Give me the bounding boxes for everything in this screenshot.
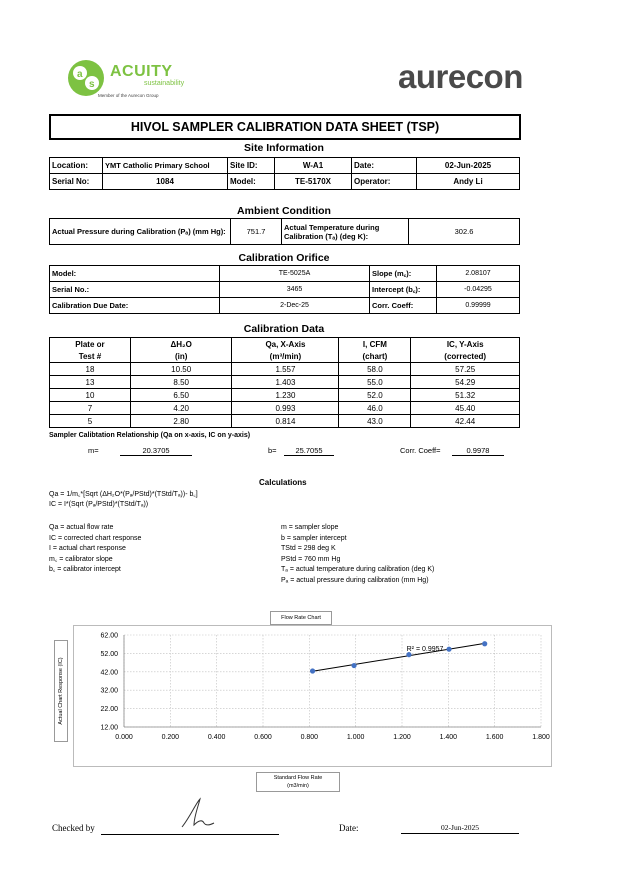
intercept-value: -0.04295: [437, 282, 520, 298]
b-label: b=: [268, 446, 277, 455]
cal-row-cell: 58.0: [339, 363, 411, 376]
location-value: YMT Catholic Primary School: [103, 158, 228, 174]
y-tick-label: 22.00: [100, 706, 118, 714]
temperature-value: 302.6: [409, 219, 520, 245]
y-tick-label: 12.00: [100, 724, 118, 732]
cal-row-cell: 52.0: [339, 389, 411, 402]
cal-header-top-cell: ΔH₂O: [130, 338, 232, 351]
cal-row-cell: 45.40: [411, 402, 520, 415]
cal-row-cell: 1.230: [232, 389, 339, 402]
cal-header-bottom-cell: (in): [130, 350, 232, 363]
ambient-heading: Ambient Condition: [237, 205, 331, 217]
cal-row-cell: 10.50: [130, 363, 232, 376]
cal-header-bottom-cell: (chart): [339, 350, 411, 363]
data-point: [351, 663, 356, 668]
checked-by-line: [101, 834, 279, 835]
cal-data-heading: Calibration Data: [243, 323, 325, 335]
intercept-label: Intercept (b꜀):: [370, 282, 437, 298]
cal-row-cell: 0.814: [232, 415, 339, 428]
def-mc: m꜀ = calibrator slope: [49, 555, 113, 563]
x-tick-label: 1.000: [346, 734, 365, 741]
date-value: 02-Jun-2025: [417, 158, 520, 174]
acuity-name: ACUITY: [110, 63, 173, 80]
x-tick-label: 0.200: [161, 734, 180, 741]
pressure-label: Actual Pressure during Calibration (Pₐ) (mm Hg):: [50, 219, 231, 245]
x-axis-label: Standard Flow Rate (m3/min): [273, 775, 323, 789]
cal-row-cell: 2.80: [130, 415, 232, 428]
page-title: HIVOL SAMPLER CALIBRATION DATA SHEET (TSP): [49, 114, 521, 140]
x-tick-label: 1.800: [532, 734, 550, 741]
cal-row-cell: 6.50: [130, 389, 232, 402]
orifice-heading: Calibration Orifice: [238, 252, 330, 264]
cal-header-top-cell: I, CFM: [339, 338, 411, 351]
corr-coeff-label: Corr. Coeff:: [370, 298, 437, 314]
checked-by-label: Checked by: [52, 823, 95, 833]
chart-title: Flow Rate Chart: [270, 611, 332, 625]
cal-row-cell: 7: [50, 402, 131, 415]
x-tick-label: 0.000: [115, 734, 133, 741]
cal-row-cell: 5: [50, 415, 131, 428]
def-qa: Qa = actual flow rate: [49, 524, 114, 531]
data-point: [482, 641, 487, 646]
cal-row-cell: 57.25: [411, 363, 520, 376]
y-tick-label: 32.00: [100, 687, 118, 695]
cal-row-cell: 46.0: [339, 402, 411, 415]
cal-row-cell: 42.44: [411, 415, 520, 428]
def-tstd: TStd = 298 deg K: [281, 545, 336, 552]
cal-row-cell: 13: [50, 376, 131, 389]
x-tick-label: 0.600: [254, 734, 272, 741]
due-date-label: Calibration Due Date:: [50, 298, 220, 314]
operator-label: Operator:: [352, 174, 417, 190]
formula-qa: Qa = 1/m꜀*[Sqrt (ΔH₂O*(Pₐ/PStd)*(TStd/Tₐ))- b꜀]: [49, 491, 198, 498]
def-i: I = actual chart response: [49, 545, 126, 552]
y-tick-label: 42.00: [100, 669, 118, 677]
cal-row-cell: 43.0: [339, 415, 411, 428]
temperature-label: Actual Temperature during Calibration (Tₐ) (deg K):: [282, 219, 409, 245]
cal-header-top-cell: Qa, X-Axis: [232, 338, 339, 351]
aurecon-logo: aurecon: [398, 58, 523, 95]
due-date-value: 2-Dec-25: [220, 298, 370, 314]
cal-header-top-cell: Plate or: [75, 339, 105, 349]
x-tick-label: 1.600: [485, 734, 504, 741]
cal-header-bottom-cell: Test #: [50, 350, 131, 363]
operator-value: Andy Li: [417, 174, 520, 190]
cal-row-cell: 1.403: [232, 376, 339, 389]
def-m: m = sampler slope: [281, 524, 339, 531]
acuity-member: Member of the Aurecon Group: [98, 93, 159, 98]
cal-row-cell: 1.557: [232, 363, 339, 376]
serial-label: Serial No:: [50, 174, 103, 190]
cal-row-cell: 18: [85, 364, 95, 374]
r-squared-annotation: R² = 0.9957: [406, 646, 444, 654]
cal-row-cell: 4.20: [130, 402, 232, 415]
model-value: TE-5170X: [275, 174, 352, 190]
x-tick-label: 0.800: [300, 734, 319, 741]
orifice-serial-value: 3465: [220, 282, 370, 298]
pressure-value: 751.7: [231, 219, 282, 245]
serial-value: 1084: [103, 174, 228, 190]
m-value: 20.3705: [120, 446, 192, 456]
x-axis-label-box: [256, 772, 340, 792]
footer-date-value: 02-Jun-2025: [401, 823, 519, 834]
corr-coeff-value: 0.99999: [437, 298, 520, 314]
slope-label: Slope (m꜀):: [370, 266, 437, 282]
def-b: b = sampler intercept: [281, 534, 347, 542]
model-label: Model:: [228, 174, 275, 190]
m-label: m=: [88, 446, 99, 455]
cal-row-cell: 0.993: [232, 402, 339, 415]
x-tick-label: 0.400: [207, 734, 226, 741]
acuity-sub: sustainability: [144, 80, 185, 87]
y-tick-label: 52.00: [100, 650, 118, 658]
relationship-heading: Sampler Calibtation Relationship (Qa on x-axis, IC on y-axis): [49, 432, 251, 439]
y-axis-label-box: [54, 640, 68, 742]
formula-ic: IC = I*(Sqrt (Pₐ/PStd)*(TStd/Tₐ)): [49, 501, 149, 508]
slope-value: 2.08107: [437, 266, 520, 282]
cal-header-top-cell: IC, Y-Axis: [411, 338, 520, 351]
cal-row-cell: 51.32: [411, 389, 520, 402]
site-id-value: W-A1: [275, 158, 352, 174]
footer-date-label: Date:: [339, 823, 359, 833]
orifice-model-label: Model:: [50, 266, 220, 282]
y-axis-label: Actual Chart Response (IC): [58, 657, 64, 725]
cal-header-bottom-cell: (corrected): [411, 350, 520, 363]
def-pstd: PStd = 760 mm Hg: [281, 555, 341, 563]
x-tick-label: 1.200: [393, 734, 411, 741]
date-label: Date:: [352, 158, 417, 174]
cal-row-cell: 8.50: [130, 376, 232, 389]
def-bc: b꜀ = calibrator intercept: [49, 566, 121, 573]
y-tick-label: 62.00: [100, 632, 118, 640]
site-info-heading: Site Information: [244, 142, 324, 154]
def-pa: Pₐ = actual pressure during calibration (mm Hg): [281, 576, 429, 584]
def-ic: IC = corrected chart response: [49, 534, 142, 542]
signature: [176, 793, 216, 833]
trendline: [313, 643, 485, 671]
cal-header-bottom-cell: (m³/min): [232, 350, 339, 363]
rel-corr-label: Corr. Coeff=: [400, 446, 441, 455]
cal-row-cell: 10: [50, 389, 131, 402]
cal-row-cell: 54.29: [411, 376, 520, 389]
def-ta: Tₐ = actual temperature during calibration (deg K): [281, 566, 435, 573]
data-point: [310, 668, 315, 673]
site-id-label: Site ID:: [228, 158, 275, 174]
rel-corr-value: 0.9978: [452, 446, 504, 456]
b-value: 25.7055: [284, 446, 334, 456]
cal-row-cell: 55.0: [339, 376, 411, 389]
x-tick-label: 1.400: [439, 734, 458, 741]
orifice-model-value: TE-5025A: [220, 266, 370, 282]
data-point: [446, 647, 451, 652]
location-label: Location:: [50, 158, 103, 174]
orifice-serial-label: Serial No.:: [50, 282, 220, 298]
svg-text:a: a: [77, 69, 83, 80]
svg-text:s: s: [89, 79, 95, 90]
calculations-heading: Calculations: [259, 478, 307, 487]
